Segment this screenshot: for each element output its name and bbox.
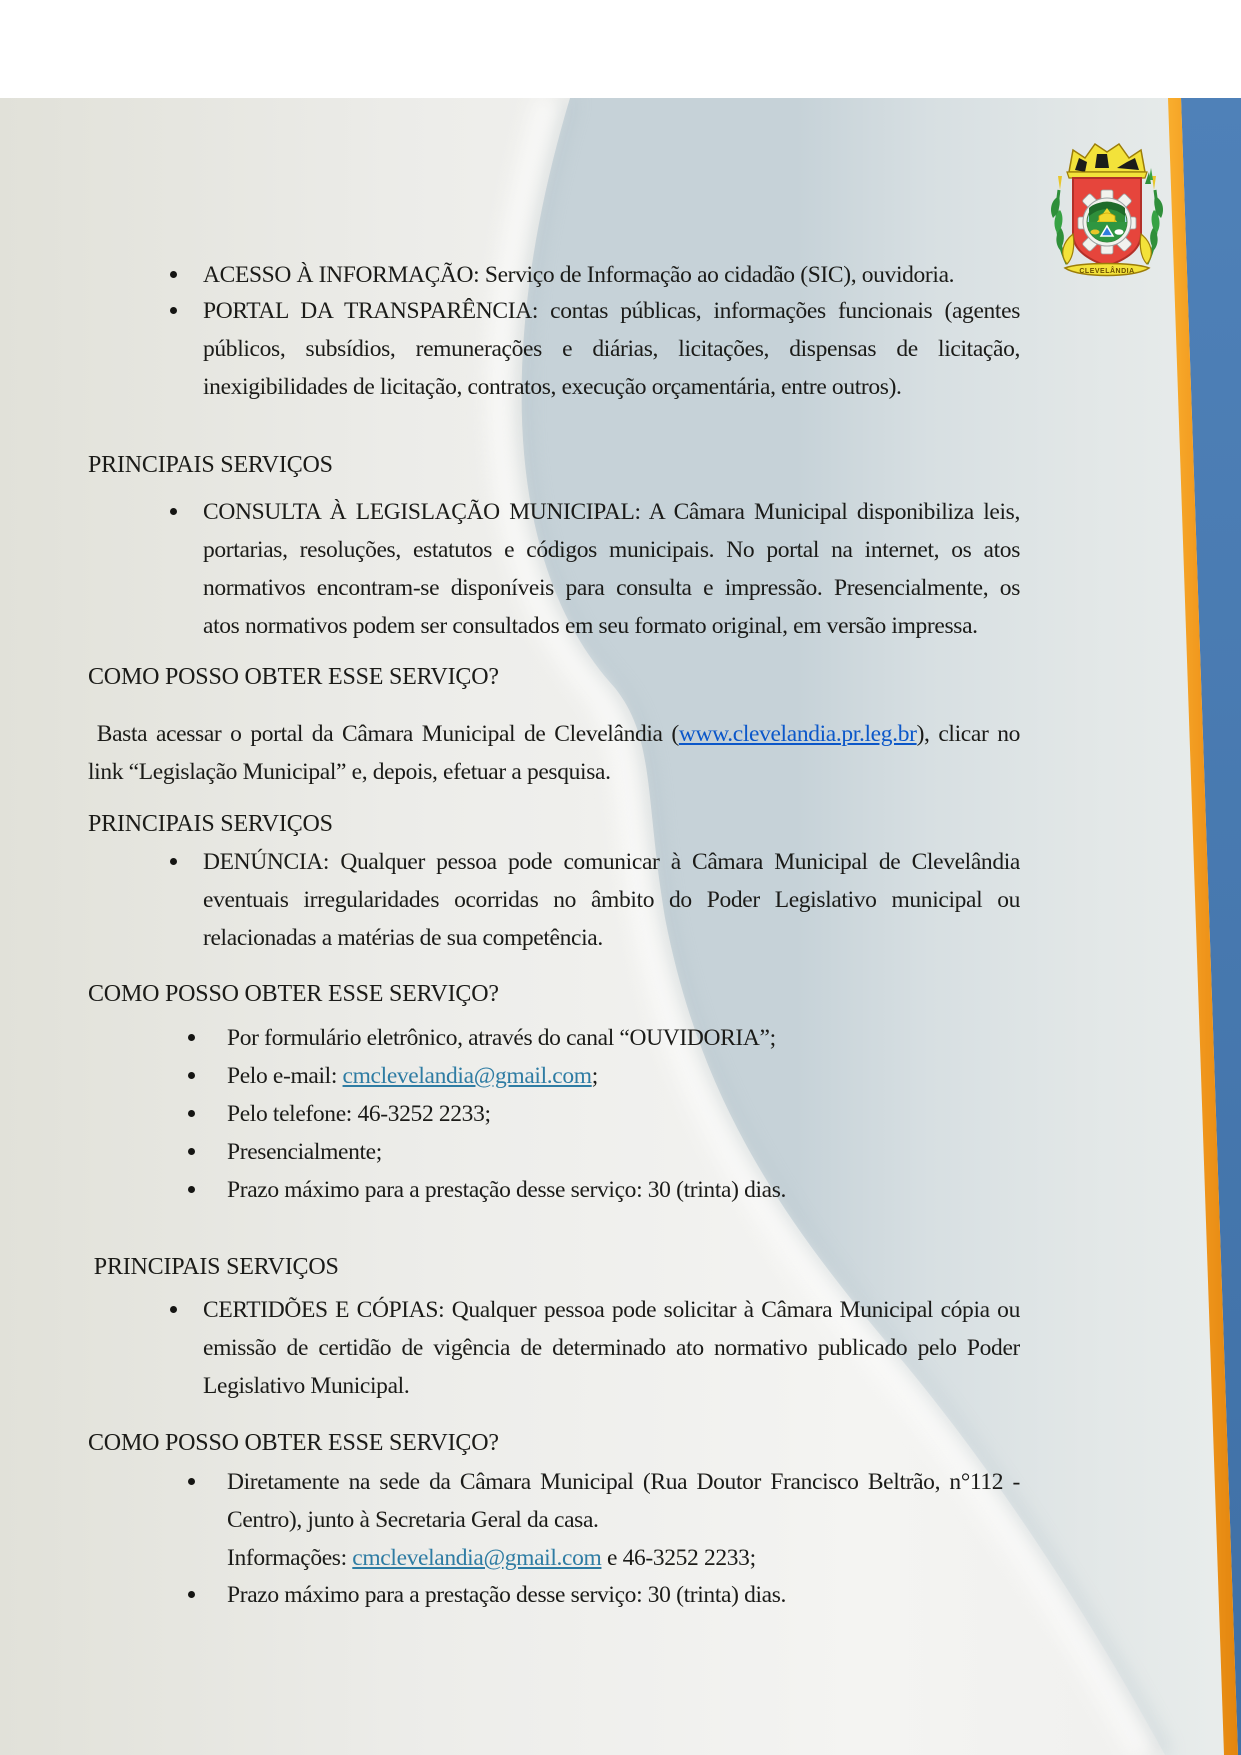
gear-emblem	[1078, 190, 1136, 254]
paragraph-line: Legislativo Municipal.	[203, 1373, 410, 1399]
bullet-dot	[188, 1148, 195, 1155]
list-item-text	[227, 1057, 598, 1095]
paragraph-line: DENÚNCIA: Qualquer pessoa pode comunicar à Câmara Municipal de Clevelândia	[203, 849, 1020, 875]
section-heading: PRINCIPAIS SERVIÇOS	[88, 811, 333, 837]
info-suffix: e 46-3252 2233;	[601, 1545, 756, 1571]
ribbon-right	[1140, 234, 1151, 264]
paragraph-line: eventuais irregularidades ocorridas no âmbito do Poder Legislativo municipal ou	[203, 887, 1020, 913]
paragraph	[88, 715, 1020, 791]
bullet-item	[188, 1463, 1020, 1577]
paragraph-line: CERTIDÕES E CÓPIAS: Qualquer pessoa pode solicitar à Câmara Municipal cópia ou	[203, 1297, 1020, 1323]
bullet-item	[188, 1019, 776, 1057]
paragraph-line: públicos, subsídios, remunerações e diárias, licitações, dispensas de licitação,	[203, 336, 1020, 362]
paragraph-line: Diretamente na sede da Câmara Municipal (Rua Doutor Francisco Beltrão, n°112 -	[227, 1469, 1020, 1495]
bullet-dot	[188, 1591, 195, 1598]
paragraph-line	[88, 715, 1020, 753]
bullet-dot	[188, 1034, 195, 1041]
section-heading: COMO POSSO OBTER ESSE SERVIÇO?	[88, 981, 499, 1007]
bullet-item	[170, 493, 1020, 645]
bullet-item	[188, 1576, 786, 1614]
list-item-prefix: Pelo e-mail:	[227, 1063, 343, 1089]
paragraph-line: link “Legislação Municipal” e, depois, efetuar a pesquisa.	[88, 759, 611, 785]
paragraph-line: emissão de certidão de vigência de determinado ato normativo publicado pelo Poder	[203, 1335, 1020, 1361]
list-item-text: Prazo máximo para a prestação desse serviço: 30 (trinta) dias.	[227, 1582, 787, 1608]
list-item-text: Pelo telefone: 46-3252 2233;	[227, 1101, 491, 1127]
paragraph-line	[227, 1539, 1020, 1577]
bullet-item	[170, 1291, 1020, 1405]
banner-text: CLEVELÂNDIA	[1079, 268, 1135, 275]
bullet-dot	[188, 1110, 195, 1117]
paragraph-text: Basta acessar o portal da Câmara Municipal de Clevelândia (	[88, 721, 679, 747]
list-item-text: Por formulário eletrônico, através do canal “OUVIDORIA”;	[227, 1025, 776, 1051]
section-heading: COMO POSSO OBTER ESSE SERVIÇO?	[88, 664, 499, 690]
bullet-item	[170, 843, 1020, 957]
section-heading: PRINCIPAIS SERVIÇOS	[88, 1254, 339, 1280]
bullet-dot	[170, 858, 177, 865]
portal-link[interactable]: www.clevelandia.pr.leg.br	[678, 721, 917, 747]
paragraph-line: normativos encontram-se disponíveis para consulta e impressão. Presencialmente, os	[203, 575, 1020, 601]
list-item-suffix: ;	[591, 1063, 598, 1089]
bullet-item	[170, 256, 954, 294]
bullet-dot	[170, 271, 177, 278]
bullet-item	[188, 1171, 786, 1209]
bullet-item	[170, 292, 1020, 406]
bullet-dot	[188, 1186, 195, 1193]
bullet-dot	[170, 1306, 177, 1313]
paragraph-line: CONSULTA À LEGISLAÇÃO MUNICIPAL: A Câmara Municipal disponibiliza leis,	[203, 499, 1020, 525]
email-link[interactable]: cmclevelandia@gmail.com	[342, 1063, 592, 1089]
bullet-dot	[188, 1072, 195, 1079]
list-item-text: Prazo máximo para a prestação desse serviço: 30 (trinta) dias.	[227, 1177, 787, 1203]
info-prefix: Informações:	[227, 1545, 353, 1571]
clevelandia-coat-of-arms	[1045, 138, 1169, 288]
bullet-item	[188, 1095, 491, 1133]
bullet-dot	[170, 307, 177, 314]
crown	[1067, 144, 1147, 178]
paragraph-text: ), clicar no	[916, 721, 1020, 747]
section-heading: COMO POSSO OBTER ESSE SERVIÇO?	[88, 1430, 499, 1456]
paragraph-line: ACESSO À INFORMAÇÃO: Serviço de Informação ao cidadão (SIC), ouvidoria.	[203, 262, 955, 288]
bullet-dot	[188, 1478, 195, 1485]
paragraph-line: Centro), junto à Secretaria Geral da casa.	[227, 1507, 599, 1533]
email-link[interactable]: cmclevelandia@gmail.com	[352, 1545, 602, 1571]
bullet-dot	[170, 508, 177, 515]
list-item-text: Presencialmente;	[227, 1139, 382, 1165]
paragraph-line: inexigibilidades de licitação, contratos, execução orçamentária, entre outros).	[203, 374, 902, 400]
ribbon-left	[1063, 234, 1074, 264]
paragraph-line: relacionadas a matérias de sua competência.	[203, 925, 603, 951]
bullet-item	[188, 1057, 598, 1095]
paragraph-line: PORTAL DA TRANSPARÊNCIA: contas públicas, informações funcionais (agentes	[203, 298, 1020, 324]
paragraph-line: portarias, resoluções, estatutos e códigos municipais. No portal na internet, os atos	[203, 537, 1020, 563]
section-heading: PRINCIPAIS SERVIÇOS	[88, 452, 333, 478]
bullet-item	[188, 1133, 382, 1171]
banner	[1065, 264, 1149, 276]
paragraph-line: atos normativos podem ser consultados em seu formato original, em versão impressa.	[203, 613, 978, 639]
